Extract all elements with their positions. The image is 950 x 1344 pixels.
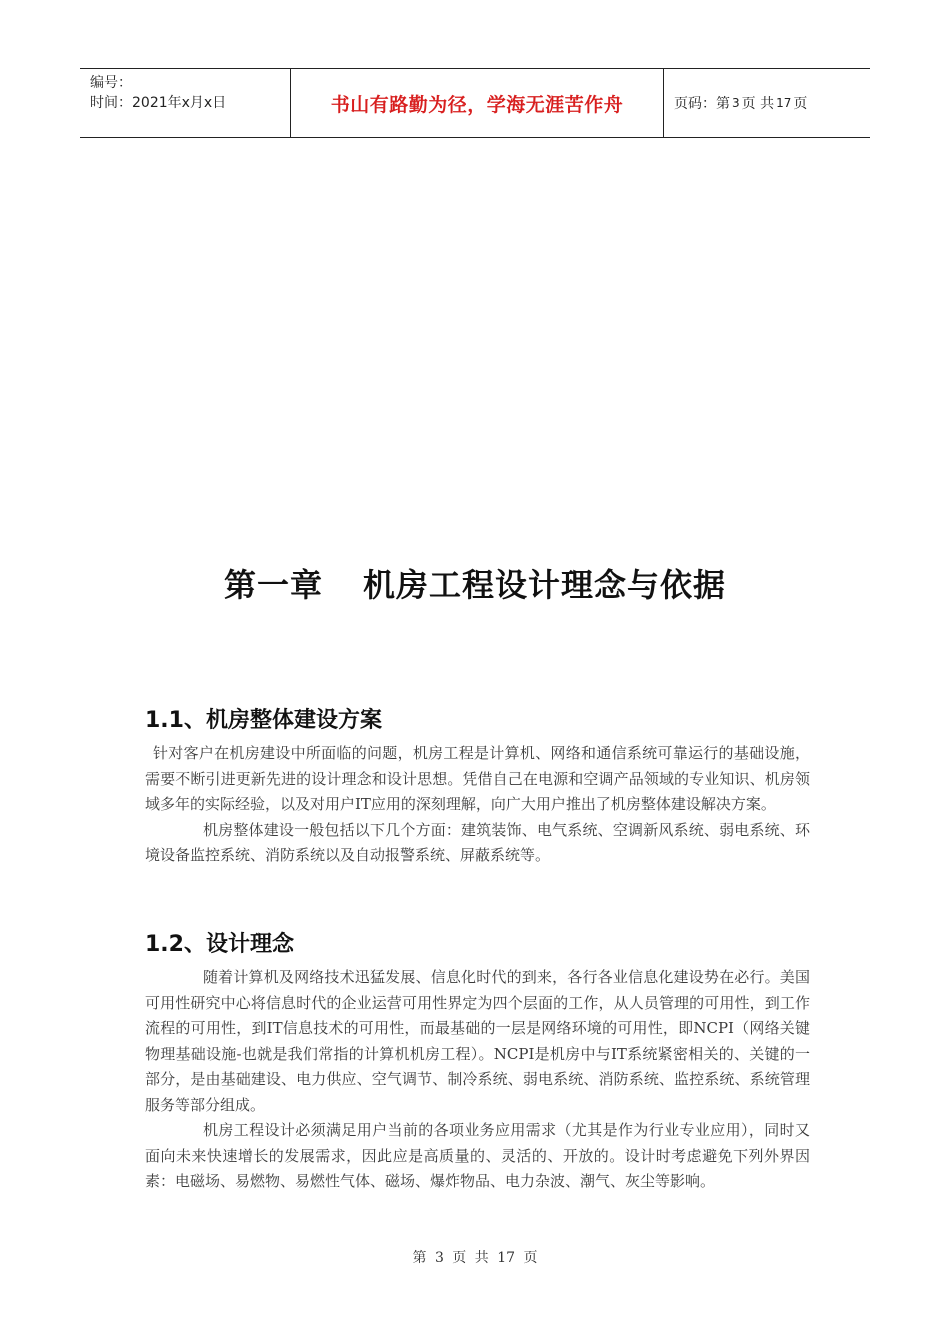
paragraph: 随着计算机及网络技术迅猛发展、信息化时代的到来，各行各业信息化建设势在必行。美国可用性研究中心将信息时代的企业运营可用性界定为四个层面的工作，从人员管理的可用性，到工作流程的可用性，到IT信息技术的可用性，而最基础的一层是网络环境的可用性，即NCPI（网络关键物理基础设施-也就是我们常指的计算机机房工程）。NCPI是机房中与IT系统紧密相关的、关键的一部分，是由基础建设、电力供应、空气调节、制冷系统、弱电系统、消防系统、监控系统、系统管理服务等部分组成。	[145, 968, 810, 1114]
section-body-1-2	[145, 965, 810, 1195]
chapter-number: 第一章	[223, 566, 323, 604]
page-header	[80, 68, 870, 138]
section-body-1-1	[145, 741, 810, 869]
document-time-label: 时间：2021年x月x日	[90, 95, 227, 111]
paragraph: 机房整体建设一般包括以下几个方面：建筑装饰、电气系统、空调新风系统、弱电系统、环境设备监控系统、消防系统以及自动报警系统、屏蔽系统等。	[145, 820, 810, 864]
section-heading-1-2: 1.2、设计理念	[145, 932, 294, 957]
page-prefix: 页码：第	[674, 96, 730, 112]
page-footer: 第 3 页 共 17 页	[412, 1250, 538, 1266]
header-motto: 书山有路勤为径，学海无涯苦作舟	[290, 69, 664, 137]
header-page-info	[664, 69, 870, 137]
document-number-label: 编号：	[90, 75, 132, 91]
paragraph: 针对客户在机房建设中所面临的问题，机房工程是计算机、网络和通信系统可靠运行的基础设施，需要不断引进更新先进的设计理念和设计思想。凭借自己在电源和空调产品领域的专业知识、机房领域多年的实际经验，以及对用户IT应用的深刻理解，向广大用户推出了机房整体建设解决方案。	[145, 744, 810, 813]
chapter-name: 机房工程设计理念与依据	[363, 566, 727, 604]
page-mid: 页 共	[741, 96, 775, 112]
chapter-title	[0, 560, 950, 606]
page-suffix: 页	[793, 96, 808, 112]
paragraph: 机房工程设计必须满足用户当前的各项业务应用需求（尤其是作为行业专业应用），同时又面向未来快速增长的发展需求，因此应是高质量的、灵活的、开放的。设计时考虑避免下列外界因素：电磁场、易燃物、易燃性气体、磁场、爆炸物品、电力杂波、潮气、灰尘等影响。	[145, 1121, 810, 1190]
page-total: 17	[776, 96, 792, 110]
page-current: 3	[732, 96, 740, 110]
section-heading-1-1: 1.1、机房整体建设方案	[145, 708, 382, 733]
header-info-cell	[80, 69, 290, 137]
